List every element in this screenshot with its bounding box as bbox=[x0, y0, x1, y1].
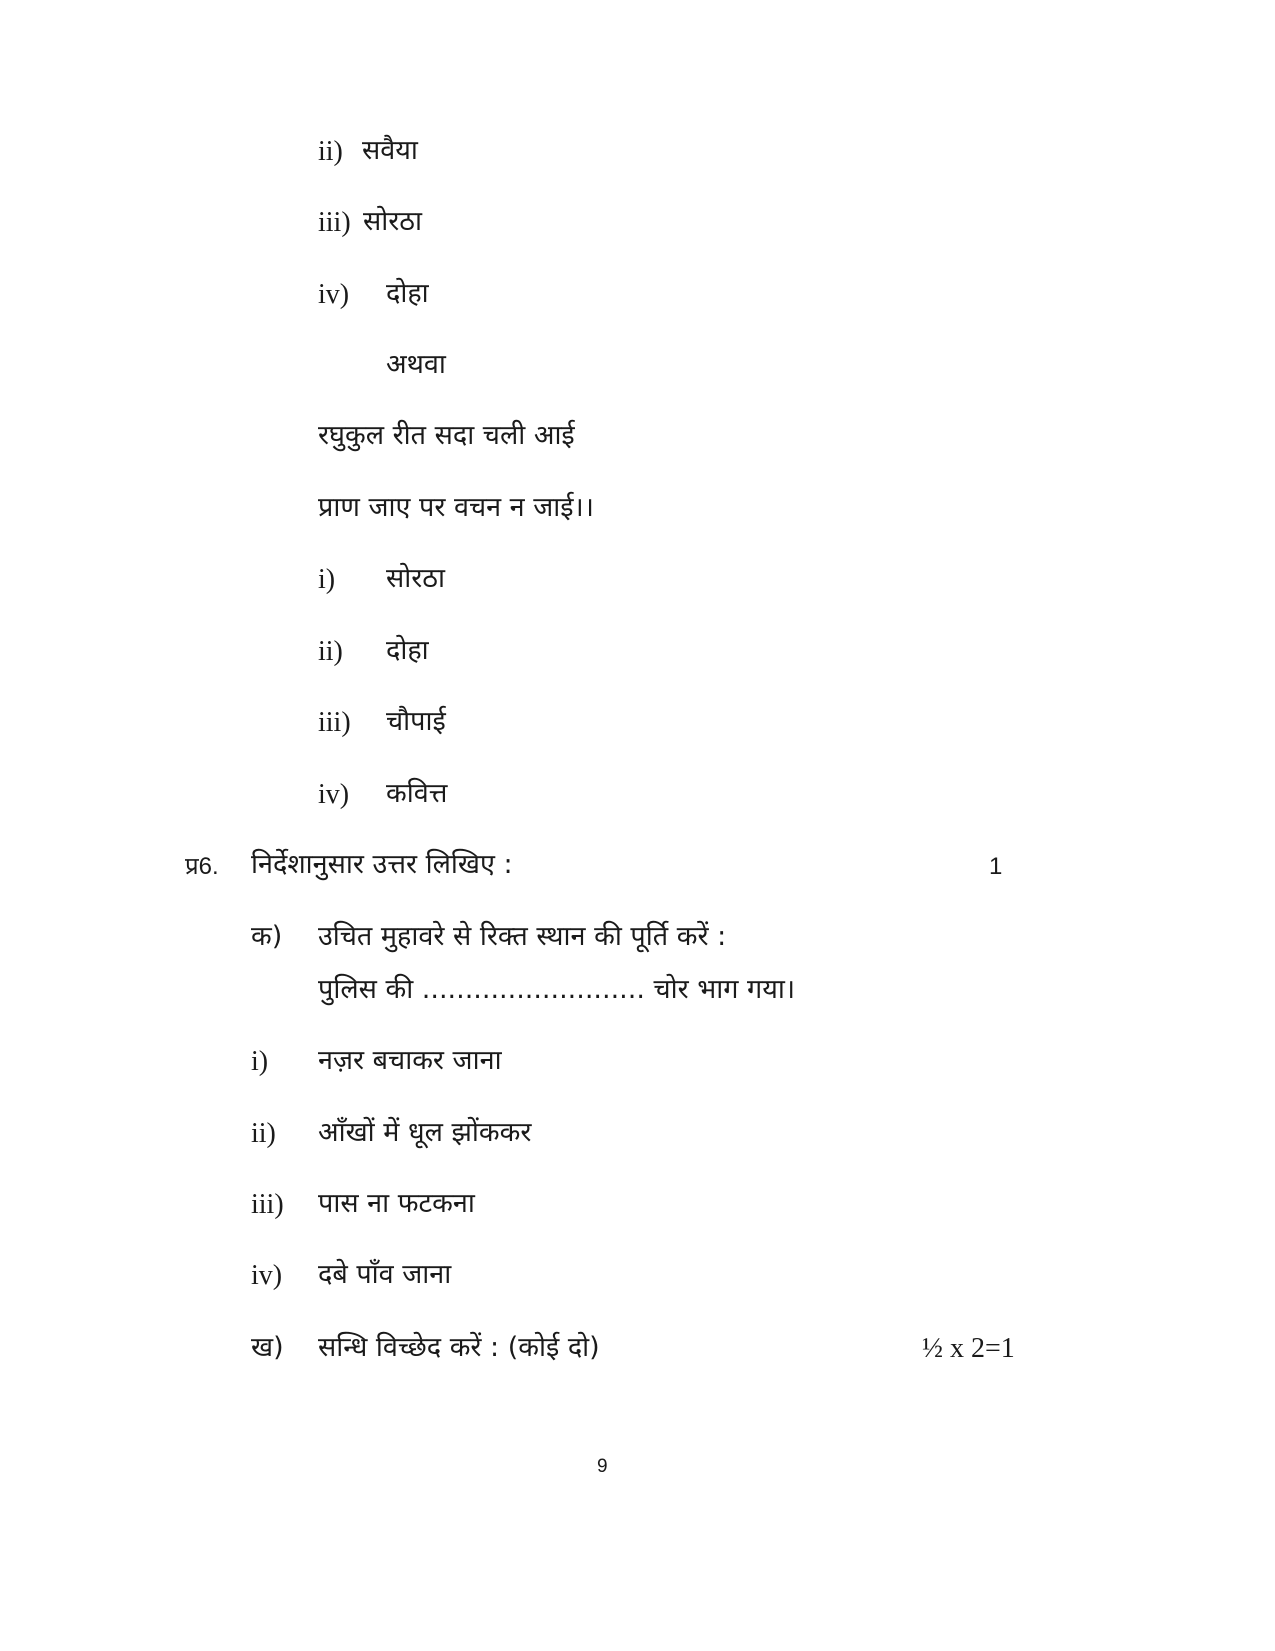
option-marker: i) bbox=[251, 1046, 269, 1077]
option-text: सवैया bbox=[362, 135, 418, 166]
option-marker: iii) bbox=[318, 207, 351, 238]
option-marker: ii) bbox=[318, 636, 343, 667]
couplet-line-2: प्राण जाए पर वचन न जाई।। bbox=[318, 492, 595, 523]
option-text: चौपाई bbox=[386, 706, 446, 737]
question-marks: 1 bbox=[989, 853, 1003, 880]
option-marker: iii) bbox=[251, 1189, 284, 1220]
part-b-marker: ख) bbox=[251, 1332, 284, 1363]
option-text: कवित्त bbox=[386, 778, 448, 809]
or-label: अथवा bbox=[386, 349, 446, 380]
option-text: आँखों में धूल झोंककर bbox=[318, 1117, 532, 1148]
option-marker: ii) bbox=[318, 136, 343, 167]
option-marker: iv) bbox=[318, 279, 350, 310]
page-number: 9 bbox=[597, 1456, 608, 1477]
part-a-instruction: उचित मुहावरे से रिक्त स्थान की पूर्ति करें : bbox=[318, 921, 727, 952]
option-marker: iii) bbox=[318, 707, 351, 738]
option-marker: iv) bbox=[251, 1260, 283, 1291]
option-text: दोहा bbox=[386, 278, 429, 309]
option-text: सोरठा bbox=[363, 206, 422, 237]
part-b-instruction: सन्धि विच्छेद करें : (कोई दो) bbox=[318, 1332, 600, 1363]
option-text: सोरठा bbox=[386, 563, 445, 594]
part-a-marker: क) bbox=[251, 921, 283, 952]
question-number: प्र6. bbox=[185, 853, 219, 880]
question-title: निर्देशानुसार उत्तर लिखिए : bbox=[251, 849, 513, 880]
option-marker: ii) bbox=[251, 1118, 276, 1149]
part-a-sentence: पुलिस की .......................... चोर भाग गया। bbox=[318, 974, 796, 1005]
option-text: दोहा bbox=[386, 635, 429, 666]
option-marker: i) bbox=[318, 564, 336, 595]
couplet-line-1: रघुकुल रीत सदा चली आई bbox=[318, 420, 575, 451]
option-text: पास ना फटकना bbox=[318, 1188, 475, 1219]
part-b-marks: ½ x 2=1 bbox=[922, 1333, 1015, 1364]
option-marker: iv) bbox=[318, 779, 350, 810]
option-text: नज़र बचाकर जाना bbox=[318, 1045, 502, 1076]
option-text: दबे पाँव जाना bbox=[318, 1259, 452, 1290]
